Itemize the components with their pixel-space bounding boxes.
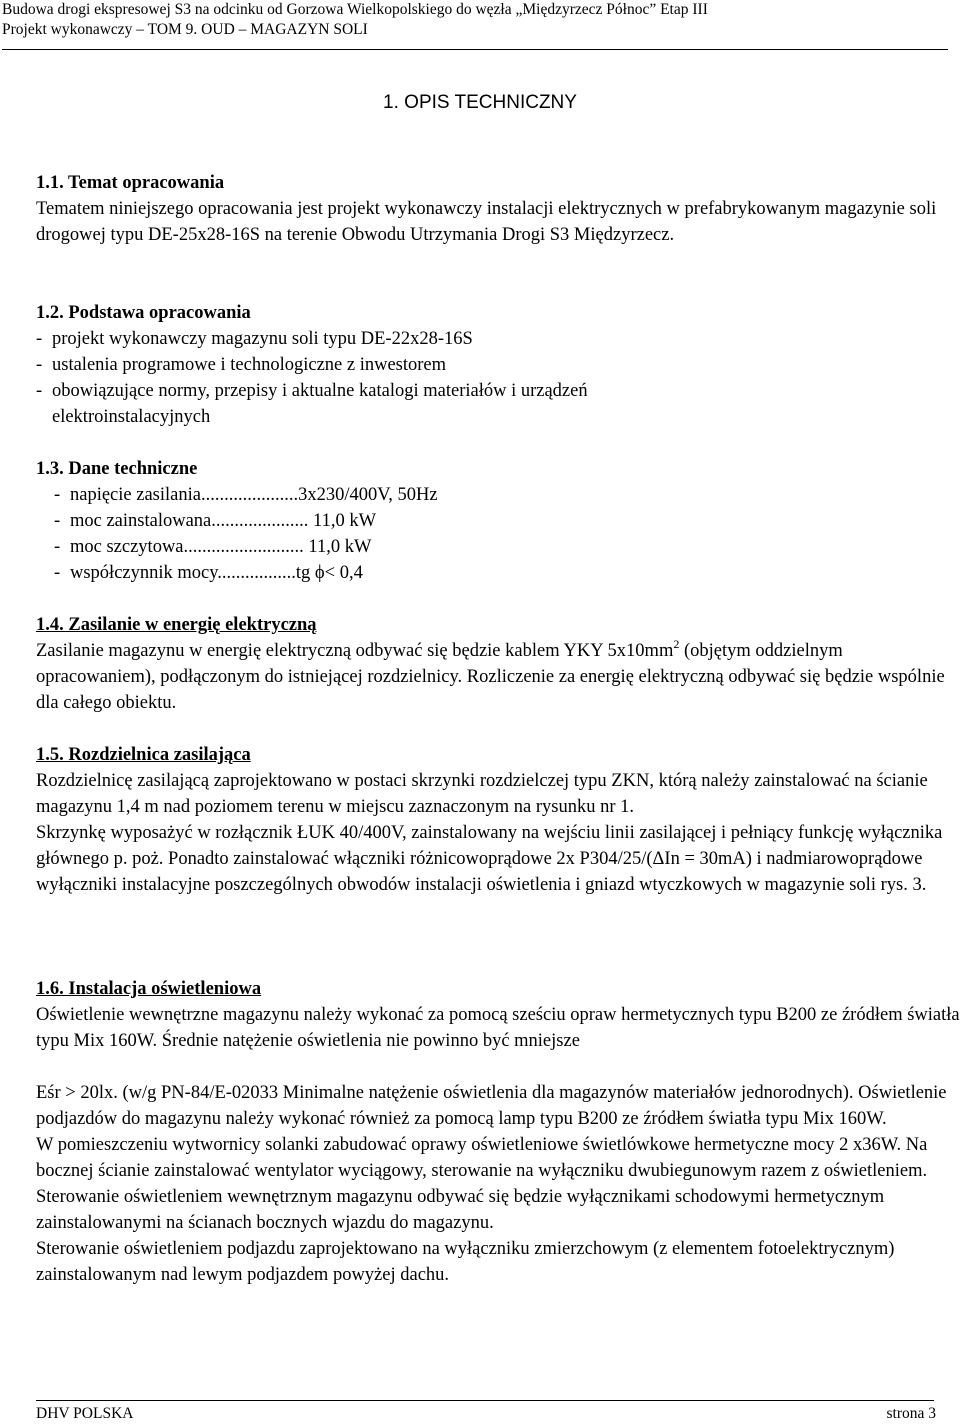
list-item-text: projekt wykonawczy magazynu soli typu DE-22x28-16S <box>52 329 473 349</box>
section-heading <box>36 976 960 1002</box>
list-item: - moc szczytowa.......................... 11,0 kW <box>54 537 372 557</box>
list-item: - moc zainstalowana..................... 11,0 kW <box>54 511 377 531</box>
section-heading-text: 1.4. Zasilanie w energię elektryczną <box>36 615 317 635</box>
section-1-6 <box>36 976 960 1288</box>
footer-page-number: strona 3 <box>886 1405 936 1422</box>
list-item-text: współczynnik mocy.................tg ϕ< 0,4 <box>70 563 363 583</box>
list-item: - współczynnik mocy.................tg ϕ< 0,4 <box>54 563 363 583</box>
document-title: 1. OPIS TECHNICZNY <box>383 92 577 113</box>
section-heading-text: 1.5. Rozdzielnica zasilająca <box>36 745 251 765</box>
list-item-text: moc zainstalowana..................... 11,0 kW <box>70 511 377 531</box>
list-item: - projekt wykonawczy magazynu soli typu DE-22x28-16S <box>36 329 473 349</box>
list-item: - obowiązujące normy, przepisy i aktualne katalogi materiałów i urządzeń <box>36 381 588 401</box>
header-project-title: Budowa drogi ekspresowej S3 na odcinku od Gorzowa Wielkopolskiego do węzła „Międzyrzecz Północ” Etap III <box>2 1 708 18</box>
section-paragraph: Oświetlenie wewnętrzne magazynu należy wykonać za pomocą sześciu opraw hermetycznych typu B200 ze źródłem światła typu Mix 160W. Średnie natężenie oświetlenia nie powinno być mniejsze <box>36 1005 960 1051</box>
section-paragraph: W pomieszczeniu wytwornicy solanki zabudować oprawy oświetleniowe świetlówkowe hermetyczne mocy 2 x36W. Na bocznej ścianie zainstalować wentylator wyciągowy, sterowanie na wyłączniku dwubiegunowym razem z oświetleniem. <box>36 1135 928 1181</box>
header-divider <box>2 49 948 50</box>
section-1-3 <box>36 456 960 586</box>
section-heading: 1.1. Temat opracowania <box>36 173 225 193</box>
list-item: - napięcie zasilania.....................3x230/400V, 50Hz <box>54 485 438 505</box>
technical-data-list <box>36 482 960 586</box>
section-heading: 1.2. Podstawa opracowania <box>36 303 251 323</box>
section-body: Tematem niniejszego opracowania jest projekt wykonawczy instalacji elektrycznych w prefabrykowanym magazynie soli drogowej typu DE-25x28-16S na terenie Obwodu Utrzymania Drogi S3 Międzyrzecz. <box>36 199 937 245</box>
list-item-text: napięcie zasilania.....................3x230/400V, 50Hz <box>70 485 438 505</box>
list-item-text: moc szczytowa.......................... 11,0 kW <box>70 537 372 557</box>
superscript: 2 <box>673 637 680 651</box>
section-heading: 1.3. Dane techniczne <box>36 459 198 479</box>
section-paragraph: Skrzynkę wyposażyć w rozłącznik ŁUK 40/400V, zainstalowany na wejściu linii zasilającej i pełniący funkcję wyłącznika głównego p. poż. Ponadto zainstalować włączniki różnicowoprądowe 2x P304/25/(ΔIn = 30mA) i nadmiarowoprądowe wyłączniki instalacyjne poszczególnych obwodów instalacji oświetlenia i gniazd wtyczkowych w magazynie soli rys. 3. <box>36 823 943 895</box>
section-paragraph: Eśr > 20lx. (w/g PN-84/E-02033 Minimalne natężenie oświetlenia dla magazynów materiałów jednorodnych). Oświetlenie podjazdów do magazynu należy wykonać również za pomocą lamp typu B200 ze źródłem światła typu Mix 160W. <box>36 1083 947 1129</box>
section-1-2 <box>36 300 960 430</box>
footer-company: DHV POLSKA <box>36 1405 134 1422</box>
list-item-text: ustalenia programowe i technologiczne z inwestorem <box>52 355 447 375</box>
section-1-1 <box>36 170 960 248</box>
section-body <box>36 638 960 716</box>
section-heading <box>36 612 960 638</box>
list-item-continuation: elektroinstalacyjnych <box>52 407 211 427</box>
body-text: (objętym oddzielnym opracowaniem), podłączonym do istniejącej rozdzielnicy. Rozliczenie za energię elektryczną odbywać się będzie wspólnie dla całego obiektu. <box>36 641 945 713</box>
section-heading <box>36 742 960 768</box>
section-1-4 <box>36 612 960 716</box>
section-heading-text: 1.6. Instalacja oświetleniowa <box>36 979 262 999</box>
page-header <box>2 0 948 40</box>
list-item-text: obowiązujące normy, przepisy i aktualne katalogi materiałów i urządzeń <box>52 381 588 401</box>
section-paragraph: Rozdzielnicę zasilającą zaprojektowano w postaci skrzynki rozdzielczej typu ZKN, którą należy zainstalować na ścianie magazynu 1,4 m nad poziomem terenu w miejscu zaznaczonym na rysunku nr 1. <box>36 771 928 817</box>
body-text: Zasilanie magazynu w energię elektryczną odbywać się będzie kablem YKY 5x10mm <box>36 641 674 661</box>
section-paragraph: Sterowanie oświetleniem podjazdu zaprojektowano na wyłączniku zmierzchowym (z elementem fotoelektrycznym) zainstalowanym nad lewym podjazdem powyżej dachu. <box>36 1239 895 1285</box>
header-volume-title: Projekt wykonawczy – TOM 9. OUD – MAGAZYN SOLI <box>2 21 368 38</box>
section-paragraph: Sterowanie oświetleniem wewnętrznym magazynu odbywać się będzie wyłącznikami schodowymi hermetycznym zainstalowanymi na ścianach bocznych wjazdu do magazynu. <box>36 1187 885 1233</box>
section-1-5 <box>36 742 960 898</box>
list-item: - ustalenia programowe i technologiczne z inwestorem <box>36 355 447 375</box>
footer-divider <box>36 1400 934 1401</box>
